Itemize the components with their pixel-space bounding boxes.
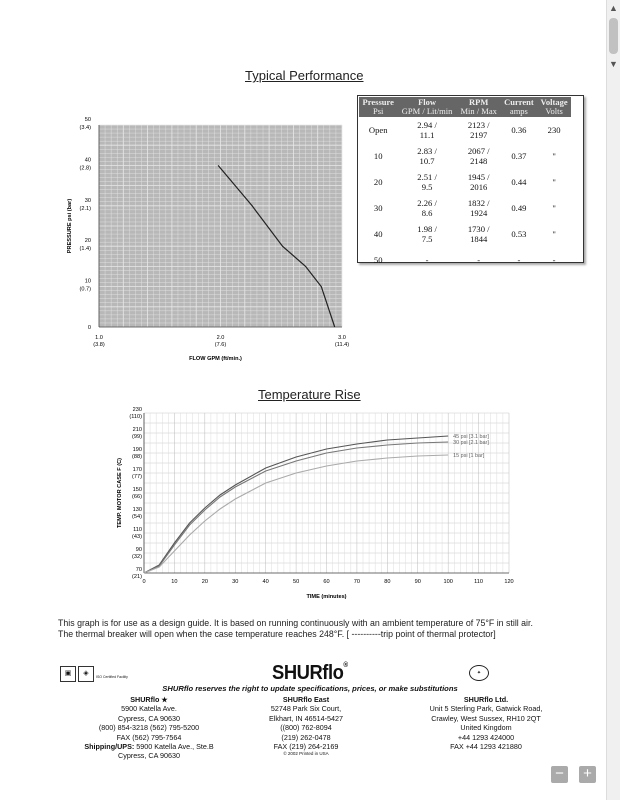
series-label: 30 psi [2.1 bar]	[453, 440, 489, 446]
table-cell: 0.49	[511, 203, 527, 213]
address-uk-line: Crawley, West Sussex, RH10 2QT	[431, 713, 541, 723]
x-tick-label: (7.6)	[214, 342, 227, 348]
table-cell: 20	[373, 177, 383, 187]
address-west-line: Cypress, CA 90630	[118, 751, 180, 761]
performance-chart	[55, 115, 365, 370]
table-cell: 0.36	[511, 125, 527, 135]
series-label: 45 psi [3.1 bar]	[453, 434, 489, 440]
table-cell: "	[552, 151, 556, 161]
table-cell: 2123 / 2197	[467, 120, 490, 140]
brand-name: SHURflo	[272, 662, 344, 684]
y-tick-label: 230	[132, 407, 142, 413]
table-cell: "	[552, 229, 556, 239]
x-tick-label: 40	[262, 579, 269, 585]
table-cell: 2067 / 2148	[467, 146, 490, 166]
table-cell: 2.94 / 11.1	[417, 120, 437, 140]
y-tick-label: (88)	[132, 454, 142, 460]
y-tick-label: (21)	[132, 574, 142, 580]
table-header	[457, 97, 501, 117]
x-axis-label: FLOW GPM (ft/min.)	[189, 356, 242, 362]
table-row	[359, 195, 571, 221]
series-label: 15 psi [1 bar]	[453, 453, 485, 459]
y-tick-label: 30	[84, 197, 91, 204]
y-tick-label: 70	[135, 567, 142, 573]
y-tick-label: 190	[132, 447, 142, 453]
table-cell: -	[477, 255, 481, 265]
y-tick-label: (0.7)	[79, 286, 91, 293]
x-tick-label: 2.0	[216, 335, 225, 341]
table-cell: 10	[373, 151, 383, 161]
x-axis-label: TIME (minutes)	[306, 594, 347, 600]
vertical-scrollbar[interactable]	[606, 0, 620, 800]
table-cell: 1730 / 1844	[467, 224, 490, 244]
seal-icon: ✦	[469, 665, 489, 681]
brand-mark: ®	[343, 662, 348, 669]
table-header-unit: Volts	[545, 106, 563, 116]
x-tick-label: 20	[201, 579, 208, 585]
table-header	[397, 97, 456, 117]
table-cell: 1832 / 1924	[467, 198, 490, 218]
address-west-name: SHURflo ★	[130, 695, 168, 704]
table-row	[359, 143, 571, 169]
x-tick-label: 3.0	[338, 335, 346, 341]
shipping-label: Shipping/UPS:	[84, 742, 135, 752]
table-row	[359, 247, 571, 273]
table-cell: 0.37	[511, 151, 527, 161]
y-tick-label: (99)	[132, 434, 142, 440]
x-tick-label: (3.8)	[93, 342, 105, 348]
table-header-label: RPM	[469, 97, 489, 107]
table-header-label: Voltage	[540, 97, 568, 107]
y-tick-label: 170	[132, 467, 142, 473]
zoom-out-button[interactable]: −	[551, 766, 568, 783]
table-cell: -	[425, 255, 429, 265]
address-uk-line: FAX +44 1293 421880	[450, 742, 522, 752]
table-header-label: Flow	[418, 97, 437, 107]
x-tick-label: (11.4)	[334, 342, 350, 348]
y-tick-label: 50	[84, 117, 91, 123]
certification-logo: ▣	[60, 666, 76, 682]
shipping-address: 5900 Katella Ave., Ste.B	[134, 742, 214, 752]
caption-line-1: This graph is for use as a design guide. It is based on running continuously with an ambient temperature of 75°F in still air.	[58, 618, 533, 628]
address-east-line: FAX (219) 264-2169	[273, 742, 339, 752]
address-east-line: 52748 Park Six Court,	[270, 704, 342, 714]
iso-label: ISO Certified Facility	[96, 675, 128, 679]
y-tick-label: (32)	[132, 554, 142, 560]
table-row	[359, 169, 571, 195]
table-cell: -	[552, 255, 556, 265]
copyright: © 2002 Printed in USA	[283, 751, 329, 757]
scroll-down-icon[interactable]: ▼	[609, 59, 618, 69]
x-tick-label: 70	[353, 579, 361, 585]
table-cell: 50	[373, 255, 383, 265]
x-tick-label: 0	[142, 579, 146, 585]
x-tick-label: 90	[414, 579, 421, 585]
address-west-line: 5900 Katella Ave.	[121, 704, 177, 714]
y-tick-label: 130	[132, 507, 142, 513]
address-uk-line: Unit 5 Sterling Park, Gatwick Road,	[429, 704, 543, 714]
y-tick-label: (77)	[132, 474, 142, 480]
chart-caption	[58, 618, 578, 640]
performance-title: Typical Performance	[245, 68, 364, 83]
table-row	[359, 117, 571, 143]
substitution-notice: SHURflo reserves the right to update specifications, prices, or make substitutions	[162, 684, 458, 693]
y-tick-label: 110	[133, 527, 142, 533]
y-tick-label: 10	[84, 278, 91, 285]
scroll-up-icon[interactable]: ▲	[609, 3, 618, 13]
table-header-unit: GPM / Lit/min	[401, 106, 453, 116]
zoom-in-button[interactable]: +	[579, 766, 596, 783]
address-west	[74, 695, 224, 761]
table-header	[359, 97, 397, 117]
table-cell: 0.44	[511, 177, 527, 187]
table-cell: 2.83 / 10.7	[417, 146, 437, 166]
y-tick-label: (2.8)	[79, 165, 91, 172]
x-tick-label: 30	[232, 579, 239, 585]
table-cell: "	[552, 203, 556, 213]
y-tick-label: (66)	[132, 494, 142, 500]
temperature-chart	[108, 405, 538, 605]
table-cell: 2.26 / 8.6	[417, 198, 437, 218]
table-header-label: Current	[504, 97, 534, 107]
address-uk-line: +44 1293 424000	[457, 732, 515, 742]
certification-logo-2: ◈	[78, 666, 94, 682]
x-tick-label: 80	[384, 579, 391, 585]
x-tick-label: 50	[292, 579, 300, 585]
address-east	[246, 695, 366, 757]
x-tick-label: 100	[443, 579, 453, 585]
table-cell: 230	[547, 125, 561, 135]
scrollbar-thumb[interactable]	[609, 18, 618, 54]
address-uk-name: SHURflo Ltd.	[463, 695, 509, 704]
y-axis-label: PRESSURE psi (bar)	[67, 198, 73, 254]
x-tick-label: 10	[171, 579, 178, 585]
table-cell: "	[552, 177, 556, 187]
address-east-name: SHURflo East	[282, 695, 330, 704]
address-uk-line: United Kingdom	[460, 723, 512, 733]
y-tick-label: (110)	[129, 414, 142, 420]
y-tick-label: 150	[132, 487, 142, 493]
y-tick-label: (54)	[132, 514, 142, 520]
temperature-title: Temperature Rise	[258, 387, 361, 402]
address-uk	[406, 695, 566, 751]
table-cell: 2.51 / 9.5	[417, 172, 437, 192]
table-cell: -	[517, 255, 521, 265]
y-tick-label: (1.4)	[79, 246, 91, 253]
y-tick-label: 0	[87, 325, 91, 331]
caption-line-2: The thermal breaker will open when the case temperature reaches 248°F. [ ----------trip point of thermal protector]	[58, 629, 496, 639]
table-header-unit: Psi	[373, 106, 384, 116]
y-tick-label: 20	[84, 238, 91, 245]
brand-logo	[272, 662, 348, 685]
table-header-unit: Min / Max	[460, 106, 497, 116]
address-east-line: ((800) 762-8094	[280, 723, 332, 733]
table-cell: 40	[373, 229, 383, 239]
x-tick-label: 120	[504, 579, 514, 585]
address-east-line: Elkhart, IN 46514-5427	[269, 713, 343, 723]
table-cell: Open	[368, 125, 388, 135]
table-header	[501, 97, 538, 117]
x-tick-label: 1.0	[95, 335, 103, 341]
address-east-line: (219) 262-0478	[281, 732, 331, 742]
address-west-line	[74, 742, 224, 751]
y-tick-label: 40	[84, 157, 91, 164]
table-cell: 30	[373, 203, 383, 213]
table-cell: 1945 / 2016	[467, 172, 490, 192]
table-row	[359, 221, 571, 247]
y-axis-label: TEMP. MOTOR CASE F (C)	[117, 457, 123, 529]
table-header-unit: amps	[509, 106, 528, 116]
y-tick-label: 90	[135, 547, 142, 553]
table-header-label: Pressure	[362, 97, 394, 107]
x-tick-label: 110	[474, 579, 484, 585]
address-west-line: (800) 854-3218 (562) 795-5200	[98, 723, 200, 733]
y-tick-label: (3.4)	[79, 125, 91, 131]
address-west-line: Cypress, CA 90630	[118, 713, 180, 723]
x-tick-label: 60	[323, 579, 330, 585]
table-cell: 1.98 / 7.5	[417, 224, 437, 244]
performance-table	[359, 97, 571, 273]
y-tick-label: (2.1)	[79, 205, 91, 212]
table-cell: 0.53	[511, 229, 527, 239]
address-west-line: FAX (562) 795-7564	[116, 732, 182, 742]
y-tick-label: 210	[132, 427, 142, 433]
table-header	[537, 97, 571, 117]
y-tick-label: (43)	[132, 534, 142, 540]
